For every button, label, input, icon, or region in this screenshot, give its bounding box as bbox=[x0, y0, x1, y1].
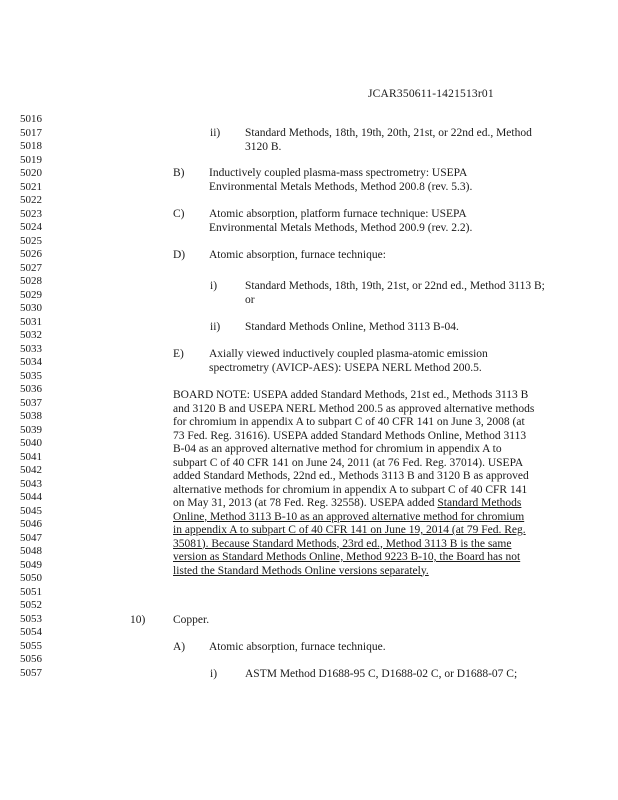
item-text-avicp-aes: Axially viewed inductively coupled plasma-atomic emission spectrometry (AVICP-AES): USEPA NERL Method 200.5. bbox=[209, 348, 488, 374]
line-number: 5051 bbox=[20, 585, 42, 598]
item-text-standard-methods-3113b: Standard Methods, 18th, 19th, 21st, or 22nd ed., Method 3113 B; or bbox=[245, 280, 545, 306]
line-number: 5021 bbox=[20, 180, 42, 193]
item-text-furnace-technique: Atomic absorption, furnace technique: bbox=[209, 249, 386, 261]
line-number: 5054 bbox=[20, 626, 42, 638]
line-number: 5027 bbox=[20, 261, 42, 274]
line-number: 5037 bbox=[20, 396, 42, 409]
line-number: 5049 bbox=[20, 558, 42, 571]
line-number: 5028 bbox=[20, 275, 42, 287]
board-note-underlined-text: Standard Methods Online, Method 3113 B-10 as an approved alternative method for chromium in appendix A to subpart C of 40 CFR 141 on June 19, 2014 (at 79 Fed. Reg. 35081). Because Standard Methods, 23rd ed., Method 3113 B is the same version as Standard Methods Online, Method 9223 B-10, the Board has not listed the Standard Methods Online versions separately. bbox=[173, 497, 526, 577]
line-number: 5039 bbox=[20, 423, 42, 436]
board-note bbox=[173, 389, 535, 578]
line-number: 5057 bbox=[20, 666, 42, 679]
item-label-10: 10) bbox=[130, 614, 146, 626]
line-number: 5022 bbox=[20, 194, 42, 206]
item-label-A: A) bbox=[173, 641, 186, 653]
line-number: 5024 bbox=[20, 221, 42, 233]
item-label-E: E) bbox=[173, 348, 184, 360]
line-number: 5016 bbox=[20, 113, 42, 125]
line-number: 5038 bbox=[20, 410, 42, 422]
item-label-ii-online: ii) bbox=[210, 321, 221, 333]
item-label-B: B) bbox=[173, 167, 185, 179]
line-number: 5026 bbox=[20, 248, 42, 260]
line-number: 5032 bbox=[20, 329, 42, 341]
line-number: 5025 bbox=[20, 234, 42, 247]
document-id-header: JCAR350611-1421513r01 bbox=[368, 88, 494, 100]
line-number: 5048 bbox=[20, 545, 42, 557]
line-number: 5055 bbox=[20, 639, 42, 652]
line-number: 5053 bbox=[20, 612, 42, 625]
line-number: 5034 bbox=[20, 356, 42, 368]
line-number: 5050 bbox=[20, 572, 42, 584]
line-number: 5017 bbox=[20, 126, 42, 139]
line-number: 5041 bbox=[20, 450, 42, 463]
line-number: 5044 bbox=[20, 491, 42, 503]
item-text-platform-furnace: Atomic absorption, platform furnace technique: USEPA Environmental Metals Methods, Method 200.9 (rev. 2.2). bbox=[209, 208, 473, 234]
item-label-C: C) bbox=[173, 208, 185, 220]
line-number: 5036 bbox=[20, 383, 42, 395]
line-number: 5031 bbox=[20, 315, 42, 328]
item-text-icp-ms: Inductively coupled plasma-mass spectrometry: USEPA Environmental Metals Methods, Method 200.8 (rev. 5.3). bbox=[209, 167, 473, 193]
line-number: 5043 bbox=[20, 477, 42, 490]
line-number: 5018 bbox=[20, 140, 42, 152]
item-text-astm-d1688: ASTM Method D1688-95 C, D1688-02 C, or D1688-07 C; bbox=[245, 668, 518, 680]
line-number: 5030 bbox=[20, 302, 42, 314]
line-number: 5056 bbox=[20, 653, 42, 665]
line-number: 5046 bbox=[20, 518, 42, 530]
item-text-standard-methods-3120b: Standard Methods, 18th, 19th, 20th, 21st, or 22nd ed., Method 3120 B. bbox=[245, 127, 532, 153]
item-label-D: D) bbox=[173, 249, 186, 261]
line-number: 5042 bbox=[20, 464, 42, 476]
line-number: 5029 bbox=[20, 288, 42, 301]
item-label-i-astm: i) bbox=[210, 668, 218, 680]
line-number: 5019 bbox=[20, 153, 42, 166]
line-number: 5040 bbox=[20, 437, 42, 449]
line-number: 5033 bbox=[20, 342, 42, 355]
item-text-copper-furnace: Atomic absorption, furnace technique. bbox=[209, 641, 386, 653]
item-text-standard-methods-online: Standard Methods Online, Method 3113 B-04. bbox=[245, 321, 459, 333]
line-number: 5023 bbox=[20, 207, 42, 220]
line-number-column bbox=[20, 113, 54, 680]
line-number: 5052 bbox=[20, 599, 42, 611]
board-note-text: BOARD NOTE: USEPA added Standard Methods, 21st ed., Methods 3113 B and 3120 B and USEPA NERL Method 200.5 as approved alternative methods for chromium in appendix A to subpart C of 40 CFR 141 on June 3, 2008 (at 73 Fed. Reg. 31616). USEPA added Standard Methods Online, Method 3113 B-04 as an approved alternative method for chromium in appendix A to subpart C of 40 CFR 141 on June 24, 2011 (at 76 Fed. Reg. 37014). USEPA added Standard Methods, 22nd ed., Methods 3113 B and 3120 B as approved alternative methods for chromium in appendix A to subpart C of 40 CFR 141 on May 31, 2013 (at 78 Fed. Reg. 32558). USEPA added bbox=[173, 389, 535, 509]
item-label-i: i) bbox=[210, 280, 218, 292]
line-number: 5045 bbox=[20, 504, 42, 517]
line-number: 5047 bbox=[20, 531, 42, 544]
line-number: 5020 bbox=[20, 167, 42, 179]
line-number: 5035 bbox=[20, 369, 42, 382]
item-label-ii: ii) bbox=[210, 127, 221, 139]
item-text-copper: Copper. bbox=[173, 614, 210, 626]
